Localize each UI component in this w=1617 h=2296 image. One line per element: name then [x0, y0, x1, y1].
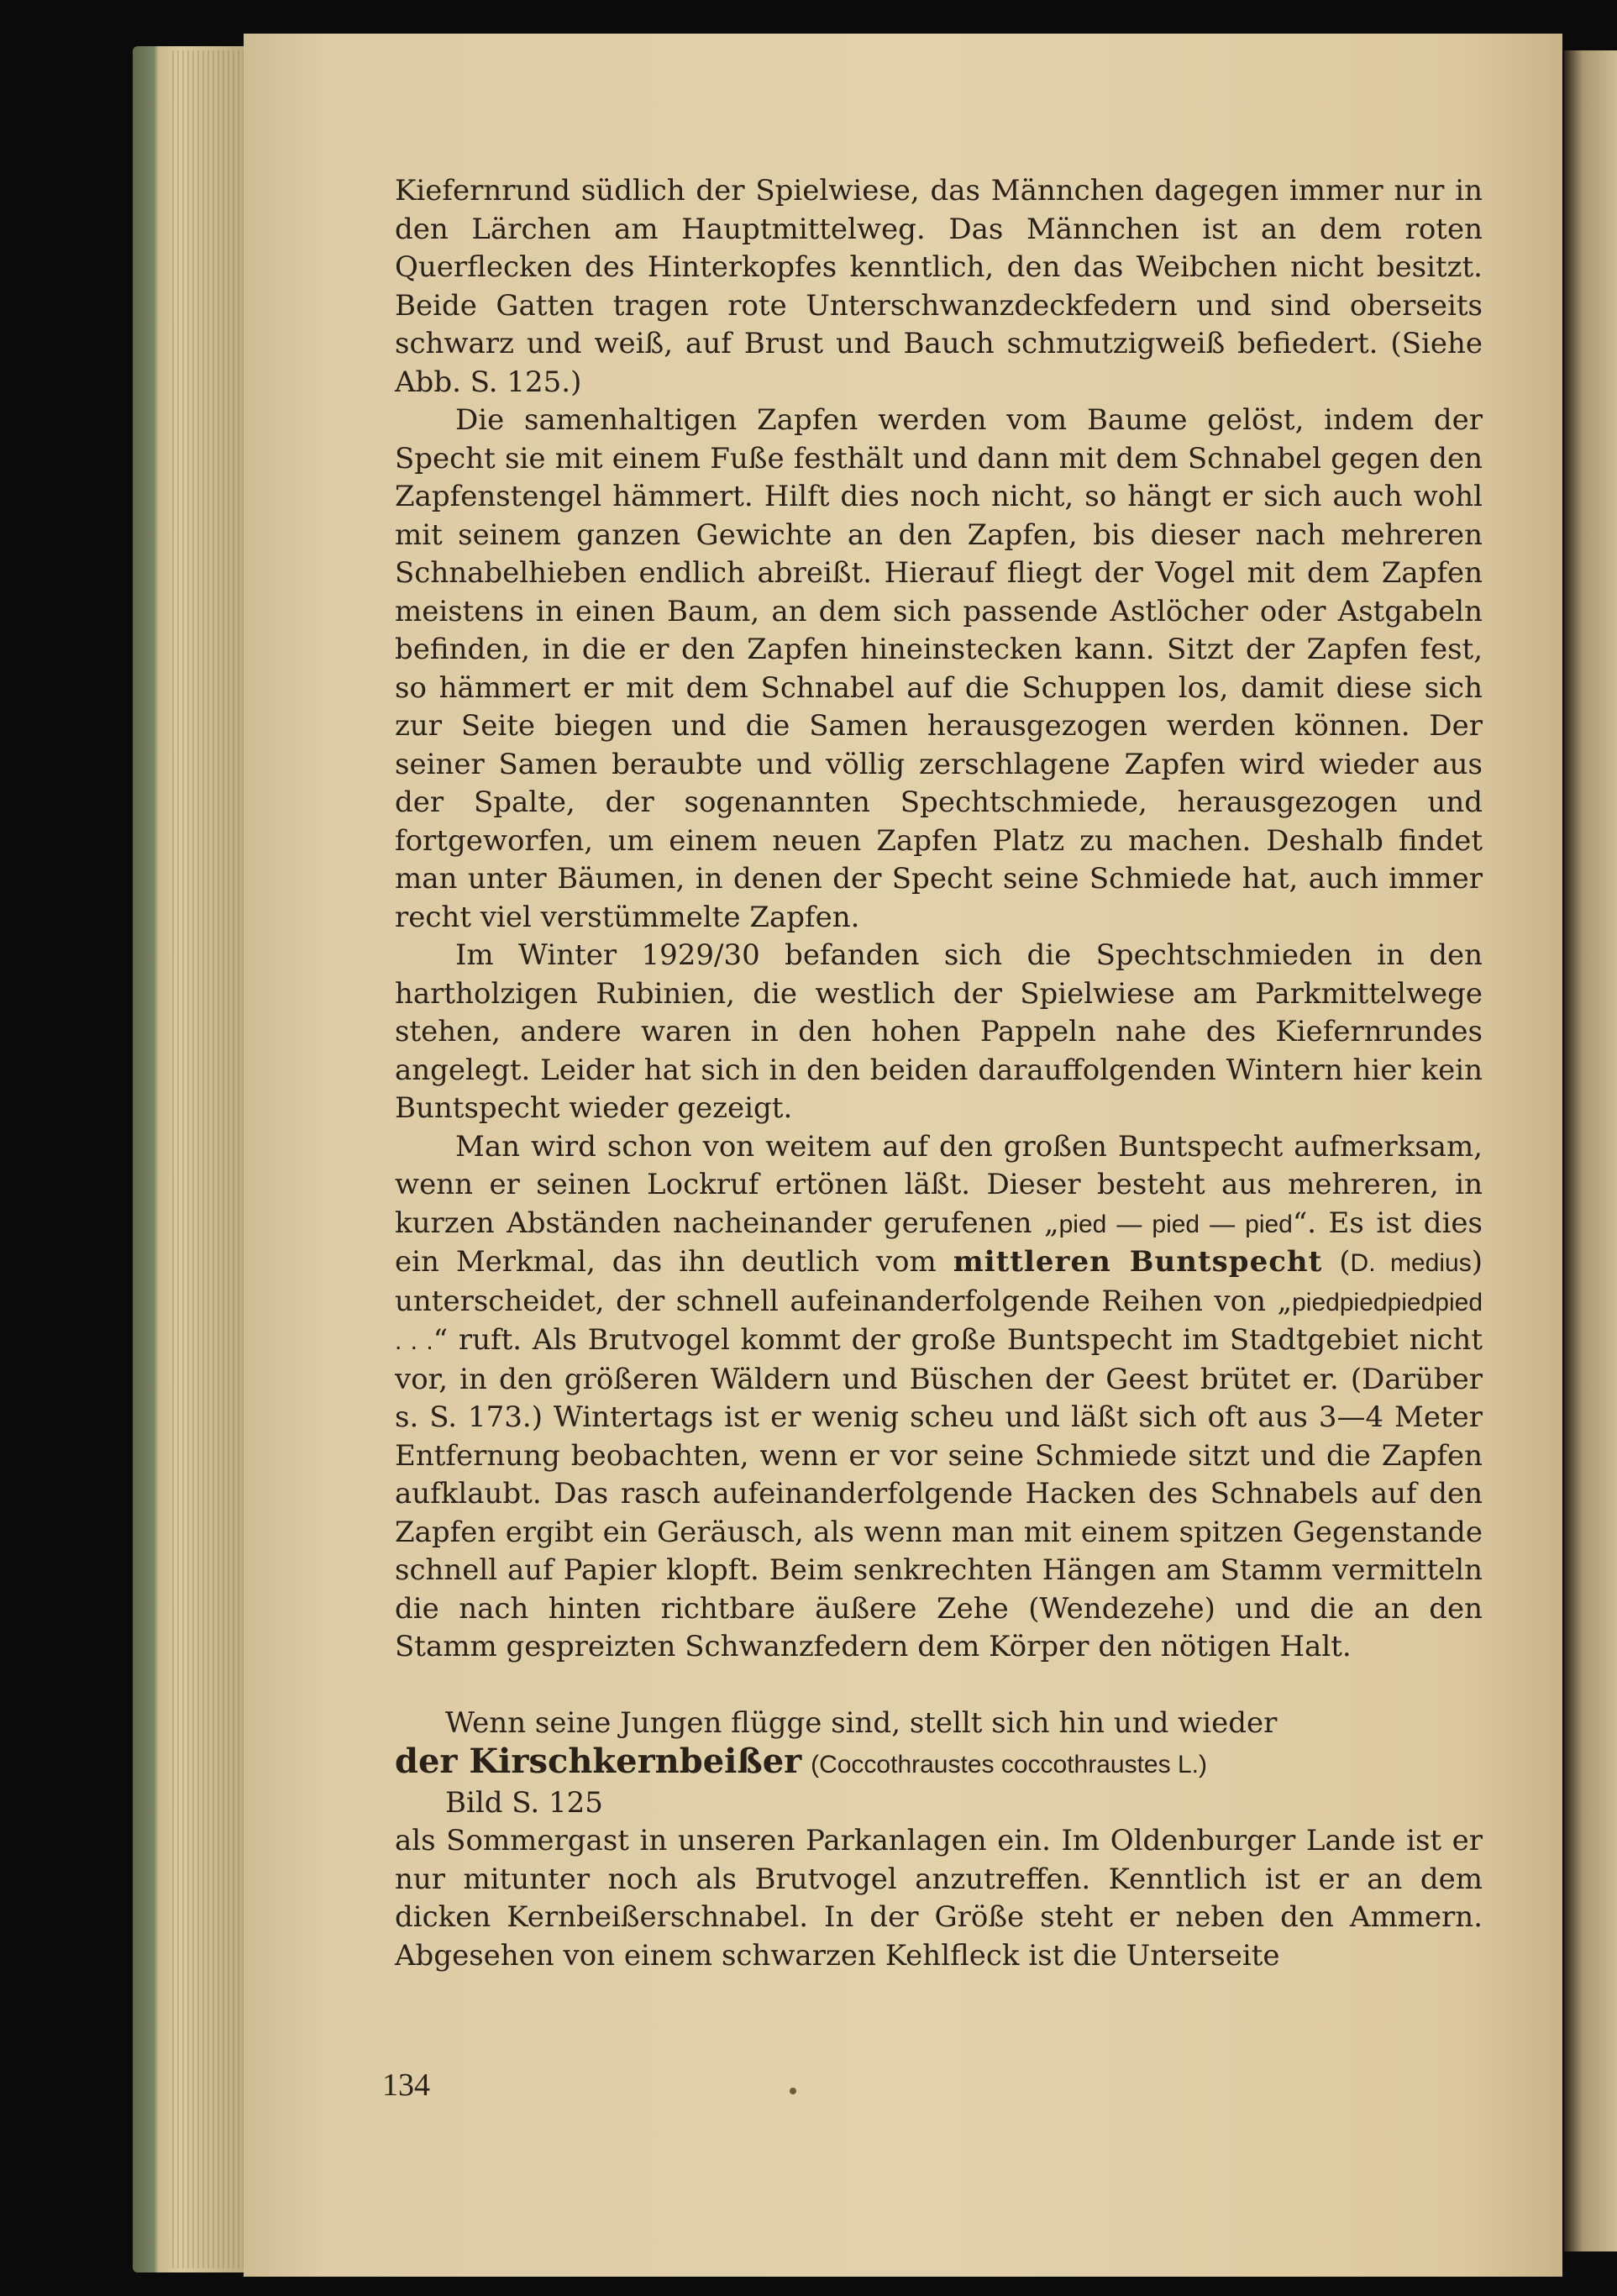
section-heading	[395, 1705, 1483, 1823]
section-title-line	[395, 1742, 1483, 1784]
page-edge-lines	[172, 50, 248, 2268]
emphasis-mittlerer-buntspecht: mittleren Buntspecht	[953, 1245, 1323, 1279]
paragraph-2: Die samenhaltigen Zapfen werden vom Baume gelöst, indem der Specht sie mit einem Fuße festhält und dann mit dem Schnabel gegen den Zapfenstengel hämmert. Hilft dies noch nicht, so hängt er sich auch wohl mit seinem ganzen Gewichte an den Zapfen, bis dieser nach mehreren Schnabelhieben endlich abreißt. Hierauf fliegt der Vogel mit dem Zapfen meistens in einen Baum, an dem sich passende Astlöcher oder Astgabeln befinden, in die er den Zapfen hineinstecken kann. Sitzt der Zapfen fest, so hämmert er mit dem Schnabel auf die Schuppen los, damit diese sich zur Seite biegen und die Samen herausgezogen werden können. Der seiner Samen beraubte und völlig zerschlagene Zapfen wird wieder aus der Spalte, der sogenannten Spechtschmiede, herausgezogen und fortgeworfen, um einem neuen Zapfen Platz zu machen. Deshalb findet man unter Bäumen, in denen der Specht seine Schmiede hat, auch immer recht viel verstümmelte Zapfen.	[395, 403, 1483, 934]
section-body: als Sommergast in unseren Parkanlagen ein. Im Oldenburger Lande ist er nur mitunter noch als Brutvogel anzutreffen. Kenntlich ist er an dem dicken Kernbeißerschnabel. In der Größe steht er neben den Ammern. Abgesehen von einem schwarzen Kehlfleck ist die Unterseite	[395, 1824, 1483, 1973]
section-intro: Wenn seine Jungen flügge sind, stellt sich hin und wieder	[445, 1705, 1278, 1740]
paragraph-4-text-e: “ ruft. Als Brutvogel kommt der große Buntspecht im Stadtgebiet nicht vor, in den größeren Wäldern und Büschen der Geest brütet er. (Darüber s. S. 173.) Wintertags ist er wenig scheu und läßt sich oft aus 3—4 Meter Entfernung beobachten, wenn er vor seine Schmiede sitzt und die Zapfen aufklaubt. Das rasch aufeinanderfolgende Hacken des Schnabels auf den Zapfen ergibt ein Geräusch, als wenn man mit einem spitzen Gegenstande schnell auf Papier klopft. Beim senkrechten Hängen am Stamm vermitteln die nach hinten richtbare äußere Zehe (Wendezehe) und die an den Stamm gespreizten Schwanzfedern dem Körper den nötigen Halt.	[395, 1323, 1483, 1663]
paragraph-1: Kiefernrund südlich der Spielwiese, das Männchen dagegen immer nur in den Lärchen am Hauptmittelweg. Das Männchen ist an dem roten Querflecken des Hinterkopfes kenntlich, den das Weibchen nicht besitzt. Beide Gatten tragen rote Unterschwanzdeckfedern und sind oberseits schwarz und weiß, auf Brust und Bauch schmutzigweiß befiedert. (Siehe Abb. S. 125.)	[395, 174, 1483, 399]
section-title: der Kirschkernbeißer	[395, 1742, 802, 1781]
page-number: 134	[382, 2067, 430, 2103]
paragraph-4-text-b: “. Es ist dies ein Merkmal, das ihn deutlich vom	[395, 1206, 1483, 1279]
latin-name-medius: D. medius	[1350, 1249, 1472, 1277]
paragraph-4-text-c: (	[1322, 1245, 1351, 1279]
paragraph-3: Im Winter 1929/30 befanden sich die Spechtschmieden in den hartholzigen Rubinien, die westlich der Spielwiese am Parkmittelwege stehen, andere waren in den hohen Pappeln nahe des Kiefernrundes angelegt. Leider hat sich in den beiden darauffolgenden Wintern hier kein Buntspecht wieder gezeigt.	[395, 938, 1483, 1125]
section-latin-name: (Coccothraustes coccothraustes L.)	[811, 1751, 1207, 1778]
call-pied: pied — pied — pied	[1058, 1210, 1293, 1238]
page-text	[395, 172, 1483, 1975]
figure-reference: Bild S. 125	[445, 1785, 603, 1820]
paragraph-4-text-a: Man wird schon von weitem auf den großen Buntspecht aufmerksam, wenn er seinen Lockruf ertönen läßt. Dieser besteht aus mehreren, in kurzen Abständen nacheinander gerufenen „	[395, 1129, 1483, 1240]
facing-page-edge	[1564, 50, 1617, 2251]
ink-dot	[790, 2088, 796, 2094]
call-piedpied: piedpiedpiedpied . . .	[395, 1288, 1483, 1355]
paragraph-4-text-d: ) unterscheidet, der schnell aufeinanderfolgende Reihen von „	[395, 1245, 1483, 1318]
paragraph-4	[395, 1128, 1483, 1667]
